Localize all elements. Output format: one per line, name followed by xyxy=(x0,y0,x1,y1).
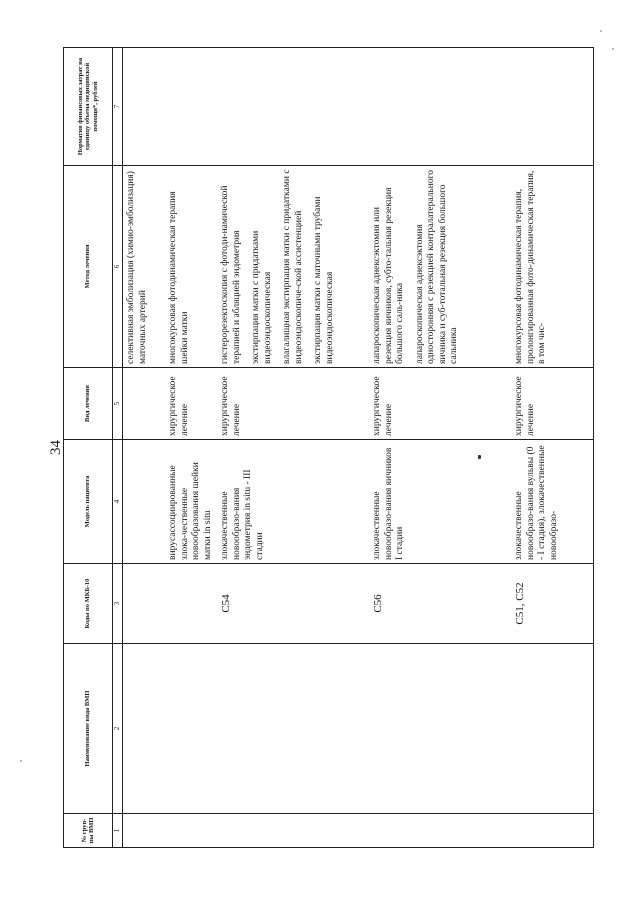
cell-model: вирусассоциированные злока-чественные новообразования шейки матки in situ xyxy=(165,440,217,564)
vmp-table xyxy=(63,47,594,848)
cell-group xyxy=(217,814,369,848)
page-number: 34 xyxy=(48,440,64,455)
scan-speck xyxy=(600,30,602,32)
method-text: селективная эмболизация (химио-эмболизация) маточных артерий xyxy=(126,171,148,364)
cell-treatment xyxy=(123,368,166,440)
cell-name xyxy=(217,644,369,814)
cell-method xyxy=(217,166,369,368)
header-treatment: Вид лечения xyxy=(64,368,113,440)
cell-norm xyxy=(123,48,166,166)
header-model: Модель пациента xyxy=(64,440,113,564)
cell-norm xyxy=(217,48,369,166)
method-text: гистерорезектоскопия с фотоди-намической терапией и абляцией эндометрия xyxy=(220,185,242,364)
method-text: многокурсовая фотодинамическая терапия, пролонгированная фото-динамическая терапия, в том чис- xyxy=(514,170,548,364)
cell-model: злокачественные новообразо-вания яичников I стадии xyxy=(369,440,511,564)
column-number-row xyxy=(113,48,123,848)
cell-method xyxy=(511,166,594,368)
cell-method xyxy=(123,166,166,368)
table-row xyxy=(511,48,594,848)
column-number: 3 xyxy=(113,564,123,644)
header-codes: Коды по МКБ-10 xyxy=(64,564,113,644)
cell-name xyxy=(369,644,511,814)
header-method: Метод лечения xyxy=(64,166,113,368)
method-text: лапароскопическая аднексэктомия односторонняя с резекцией контралатерального яичника и суб-тотальная резекция большого сальника xyxy=(414,170,460,364)
cell-norm xyxy=(165,48,217,166)
column-number: 1 xyxy=(113,814,123,848)
cell-group xyxy=(165,814,217,848)
cell-model: злокачественные новообразо-вания вульвы (0 - I стадия), злокачественные новообразо- xyxy=(511,440,594,564)
cell-group xyxy=(369,814,511,848)
table-row xyxy=(369,48,511,848)
header-name: Наименование вида ВМП xyxy=(64,644,113,814)
table-row xyxy=(123,48,166,848)
scan-speck xyxy=(20,760,22,762)
method-text: экстирпация матки с придатками видеоэндоскопическая xyxy=(251,230,273,364)
cell-treatment: хирургическое лечение xyxy=(217,368,369,440)
cell-codes: C51, C52 xyxy=(511,564,594,644)
cell-treatment: хирургическое лечение xyxy=(165,368,217,440)
cell-norm xyxy=(369,48,511,166)
cell-model: злокачественные новообразо-вания эндометрия in situ - III стадии xyxy=(217,440,369,564)
column-number: 4 xyxy=(113,440,123,564)
cell-codes: C56 xyxy=(369,564,511,644)
table-header-row xyxy=(64,48,113,848)
cell-treatment: хирургическое лечение xyxy=(369,368,511,440)
cell-model xyxy=(123,440,166,564)
cell-group xyxy=(123,814,166,848)
header-group: № груп-пы ВМП xyxy=(64,814,113,848)
cell-codes: C54 xyxy=(217,564,369,644)
table-row xyxy=(165,48,217,848)
column-number: 6 xyxy=(113,166,123,368)
scan-speck xyxy=(612,48,614,50)
method-text: влагалищная экстирпация матки с придатками с видеоэндоскопиче-ской ассистенцией xyxy=(282,169,304,364)
header-norm: Норматив финансовых затрат на единицу объема медицинской помощи*, рублей xyxy=(64,48,113,166)
cell-name xyxy=(511,644,594,814)
column-number: 5 xyxy=(113,368,123,440)
method-text: лапароскопическая аднексэктомия или резекция яичников, субто-тальная резекция большого саль-ника xyxy=(372,187,406,364)
cell-method xyxy=(369,166,511,368)
table-row xyxy=(217,48,369,848)
cell-norm xyxy=(511,48,594,166)
cell-codes xyxy=(123,564,166,644)
cell-codes xyxy=(165,564,217,644)
cell-treatment: хирургическое лечение xyxy=(511,368,594,440)
cell-group xyxy=(511,814,594,848)
rotated-table-container xyxy=(63,48,611,848)
cell-name xyxy=(165,644,217,814)
cell-name xyxy=(123,644,166,814)
method-text: многокурсовая фотодинамическая терапия шейки матки xyxy=(168,191,190,364)
cell-method xyxy=(165,166,217,368)
column-number: 7 xyxy=(113,48,123,166)
method-text: экстирпация матки с маточными трубами видеоэндоскопическая xyxy=(313,196,336,364)
column-number: 2 xyxy=(113,644,123,814)
